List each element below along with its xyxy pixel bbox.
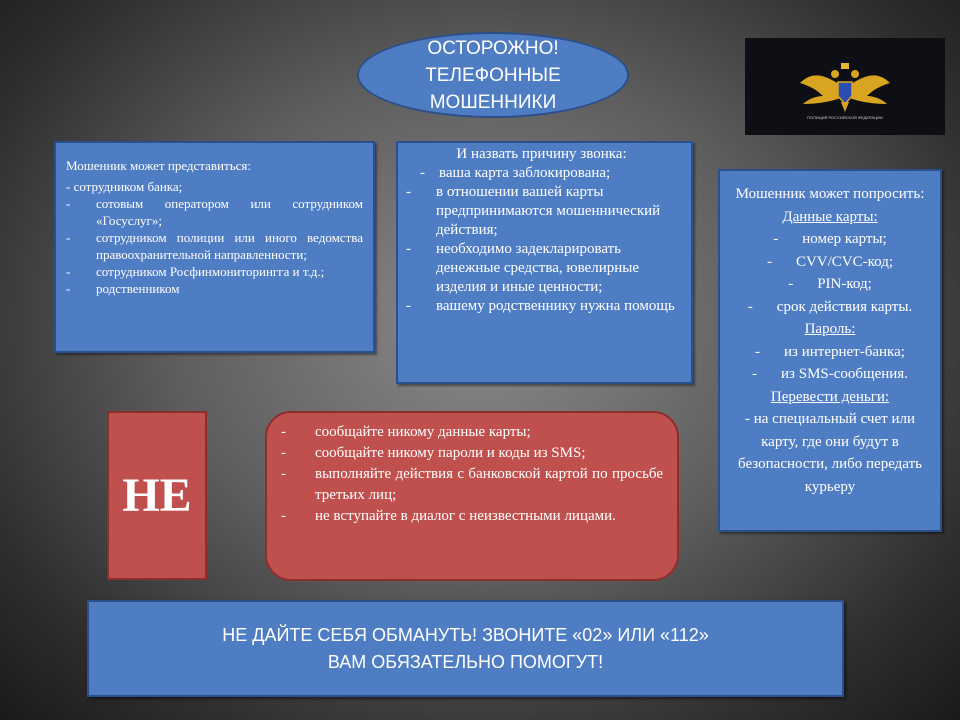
dash-marker: - <box>420 165 425 181</box>
dash-marker: - <box>281 424 286 440</box>
donts-box <box>265 411 679 581</box>
requests-box <box>718 169 942 532</box>
list-item-text: сообщайте никому пароли и коды из SMS; <box>315 445 586 461</box>
title-ellipse <box>357 32 629 118</box>
dash-marker: - <box>406 241 411 257</box>
donts-list <box>281 422 663 527</box>
ne-label: НЕ <box>122 469 192 522</box>
title-line-2: ТЕЛЕФОННЫЕ <box>425 64 561 86</box>
list-item-text: из интернет-банка; <box>784 343 905 360</box>
list-item <box>281 443 663 464</box>
list-item <box>66 280 363 297</box>
card-data-heading: Данные карты: <box>782 208 878 225</box>
impersonation-box <box>54 141 375 353</box>
dash-marker: - <box>66 264 71 279</box>
list-item <box>66 263 363 280</box>
dash-marker: - <box>747 298 753 315</box>
dash-marker: - <box>281 445 286 461</box>
list-item <box>726 251 934 274</box>
title-line-1: ОСТОРОЖНО! <box>427 37 559 59</box>
double-headed-eagle-icon <box>745 38 945 135</box>
list-item-text: в отношении вашей карты предпринимаются мошеннический действия; <box>436 184 661 238</box>
list-item <box>66 229 363 263</box>
dash-marker: - <box>788 276 794 292</box>
list-item-text: вашему родственнику нужна помощь <box>436 298 675 314</box>
password-heading: Пароль: <box>804 321 856 337</box>
list-item-text: CVV/CVC-код; <box>795 253 894 270</box>
list-item-text: PIN-код; <box>817 276 872 292</box>
dash-marker: - <box>773 231 779 247</box>
list-item <box>406 183 677 240</box>
list-item-text: сотрудником Росфинмониторингга и т.д.; <box>96 264 325 279</box>
dash-marker: - <box>66 281 71 296</box>
list-item <box>726 341 934 364</box>
impersonation-intro: Мошенник может представиться: <box>66 158 251 173</box>
list-item <box>66 195 363 229</box>
list-item-text: необходимо задекларировать денежные средства, ювелирные изделия и иные ценности; <box>436 241 639 295</box>
list-item <box>726 296 934 319</box>
list-item-text: ваша карта заблокирована; <box>439 165 611 181</box>
dash-marker: - <box>406 298 411 314</box>
list-item <box>726 363 934 386</box>
call-reasons-box <box>396 141 693 384</box>
dash-marker: - <box>66 196 71 211</box>
dash-marker: - <box>66 230 71 245</box>
list-item-text: не вступайте в диалог с неизвестными лицами. <box>315 508 616 524</box>
call-to-action-banner <box>87 600 844 697</box>
list-item-text: сотрудником полиции или иного ведомства правоохранительной направленности; <box>96 230 363 262</box>
police-logo <box>745 38 945 135</box>
dash-marker: - <box>752 366 758 382</box>
transfer-text: - на специальный счет или карту, где они будут в безопасности, либо передать курьеру <box>738 411 922 495</box>
impersonation-first-line: - сотрудником банка; <box>66 179 183 194</box>
list-item-text: срок действия карты. <box>776 298 913 315</box>
banner-line-1: НЕ ДАЙТЕ СЕБЯ ОБМАНУТЬ! ЗВОНИТЕ «02» ИЛИ «112» <box>222 624 709 645</box>
list-item-text: номер карты; <box>802 231 887 247</box>
list-item <box>281 506 663 527</box>
ne-box <box>107 411 207 580</box>
dash-marker: - <box>766 253 772 270</box>
dash-marker: - <box>755 343 761 360</box>
title-line-3: МОШЕННИКИ <box>429 91 557 113</box>
dash-marker: - <box>406 184 411 200</box>
dash-marker: - <box>281 466 286 482</box>
transfer-heading: Перевести деньги: <box>770 388 890 405</box>
list-item <box>281 464 663 506</box>
list-item <box>281 422 663 443</box>
list-item <box>406 297 677 316</box>
call-reasons-list <box>406 164 677 316</box>
logo-caption: ПОЛИЦИЯ РОССИЙСКОЙ ФЕДЕРАЦИИ <box>807 115 883 120</box>
banner-line-2: ВАМ ОБЯЗАТЕЛЬНО ПОМОГУТ! <box>327 651 604 672</box>
list-item <box>726 273 934 296</box>
list-item-text: выполняйте действия с банковской картой по просьбе третьих лиц; <box>315 466 663 503</box>
impersonation-list <box>66 195 363 297</box>
list-item-text: родственником <box>96 281 180 296</box>
list-item-text: сотовым оператором или сотрудником «Госуслуг»; <box>96 196 363 228</box>
list-item-text: сообщайте никому данные карты; <box>315 424 531 440</box>
list-item <box>726 228 934 251</box>
dash-marker: - <box>281 508 286 524</box>
list-item <box>406 240 677 297</box>
requests-intro: Мошенник может попросить: <box>735 186 925 202</box>
call-reasons-intro: И назвать причину звонка: <box>456 146 627 162</box>
list-item <box>406 164 677 183</box>
list-item-text: из SMS-сообщения. <box>781 366 908 382</box>
